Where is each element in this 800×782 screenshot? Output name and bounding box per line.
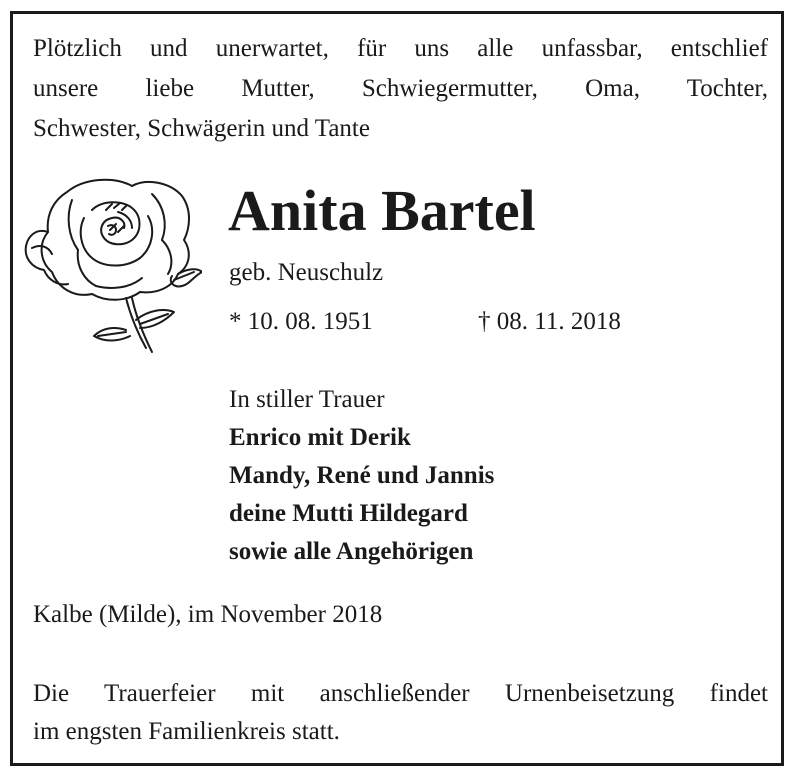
birth-date: * 10. 08. 1951 (229, 308, 373, 335)
mourner-name: sowie alle Angehörigen (229, 538, 474, 565)
intro-text (33, 29, 768, 149)
mourner-name: Enrico mit Derik (229, 424, 411, 451)
rose-icon (22, 170, 202, 360)
deceased-name: Anita Bartel (228, 178, 536, 243)
intro-line-3: Schwester, Schwägerin und Tante (33, 115, 370, 142)
maiden-name: geb. Neuschulz (229, 259, 384, 286)
mourner-name: Mandy, René und Jannis (229, 462, 495, 489)
mourners-heading: In stiller Trauer (229, 386, 385, 413)
funeral-line-2: im engsten Familienkreis statt. (33, 718, 340, 745)
mourner-name: deine Mutti Hildegard (229, 500, 468, 527)
funeral-line-1: Die Trauerfeier mit anschließender Urnenbeisetzung findet (33, 680, 768, 707)
mourners-block (229, 381, 494, 571)
place-date: Kalbe (Milde), im November 2018 (33, 601, 383, 628)
death-date: † 08. 11. 2018 (478, 308, 621, 335)
intro-line-2: unsere liebe Mutter, Schwiegermutter, Oma, Tochter, (33, 75, 768, 102)
intro-line-1: Plötzlich und unerwartet, für uns alle unfassbar, entschlief (33, 35, 768, 62)
funeral-text (33, 675, 768, 751)
